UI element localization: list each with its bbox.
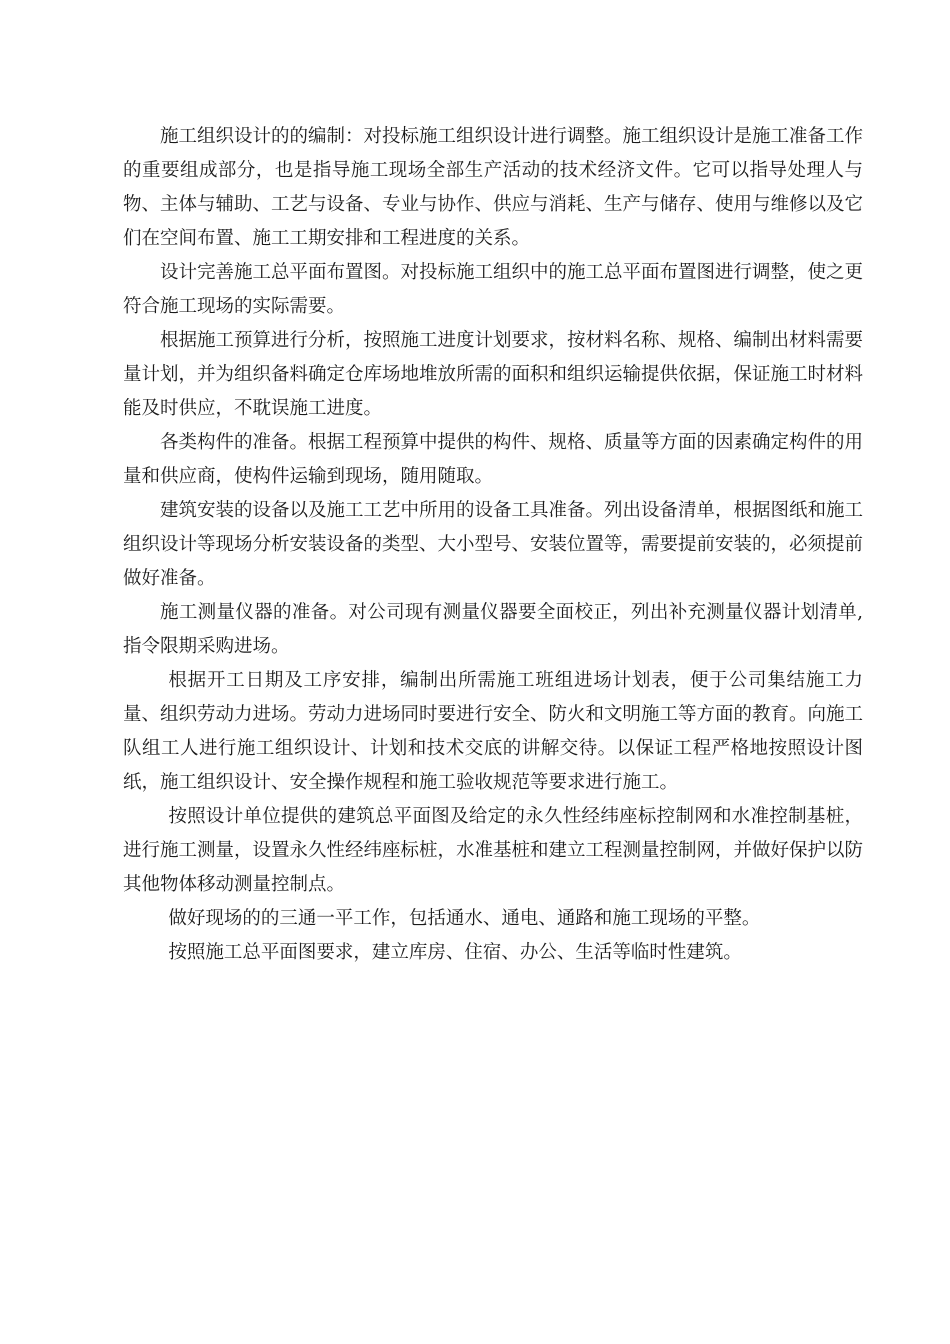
paragraph-component-preparation: 各类构件的准备。根据工程预算中提供的构件、规格、质量等方面的因素确定构件的用量和供应商，使构件运输到现场，随用随取。	[123, 432, 864, 487]
paragraph-labor-mobilization: 根据开工日期及工序安排，编制出所需施工班组进场计划表，便于公司集结施工力量、组织劳动力进场。劳动力进场同时要进行安全、防火和文明施工等方面的教育。向施工队组工人进行施工组织设计、计划和技术交底的讲解交待。以保证工程严格地按照设计图纸，施工组织设计、安全操作规程和施工验收规范等要求进行施工。	[123, 670, 864, 793]
paragraph-temporary-buildings: 按照施工总平面图要求，建立库房、住宿、办公、生活等临时性建筑。	[168, 942, 742, 963]
paragraph-survey-instruments: 施工测量仪器的准备。对公司现有测量仪器要全面校正，列出补充测量仪器计划清单,指令限期采购进场。	[123, 602, 863, 657]
paragraph-site-layout-plan: 设计完善施工总平面布置图。对投标施工组织中的施工总平面布置图进行调整，使之更符合施工现场的实际需要。	[123, 262, 864, 317]
paragraph-site-leveling: 做好现场的的三通一平工作，包括通水、通电、通路和施工现场的平整。	[168, 908, 761, 929]
document-body	[123, 120, 863, 970]
paragraph-construction-organization-design: 施工组织设计的的编制：对投标施工组织设计进行调整。施工组织设计是施工准备工作的重要组成部分，也是指导施工现场全部生产活动的技术经济文件。它可以指导处理人与物、主体与辅助、工艺与设备、专业与协作、供应与消耗、生产与储存、使用与维修以及它们在空间布置、施工工期安排和工程进度的关系。	[123, 126, 864, 249]
paragraph-material-plan: 根据施工预算进行分析，按照施工进度计划要求，按材料名称、规格、编制出材料需要量计划，并为组织备料确定仓库场地堆放所需的面积和组织运输提供依据，保证施工时材料能及时供应，不耽误施工进度。	[123, 330, 864, 419]
paragraph-construction-survey: 按照设计单位提供的建筑总平面图及给定的永久性经纬座标控制网和水准控制基桩，进行施工测量，设置永久性经纬座标桩，水准基桩和建立工程测量控制网，并做好保护以防其他物体移动测量控制点。	[123, 806, 864, 895]
paragraph-equipment-preparation: 建筑安装的设备以及施工工艺中所用的设备工具准备。列出设备清单，根据图纸和施工组织设计等现场分析安装设备的类型、大小型号、安装位置等，需要提前安装的，必须提前做好准备。	[123, 500, 864, 589]
